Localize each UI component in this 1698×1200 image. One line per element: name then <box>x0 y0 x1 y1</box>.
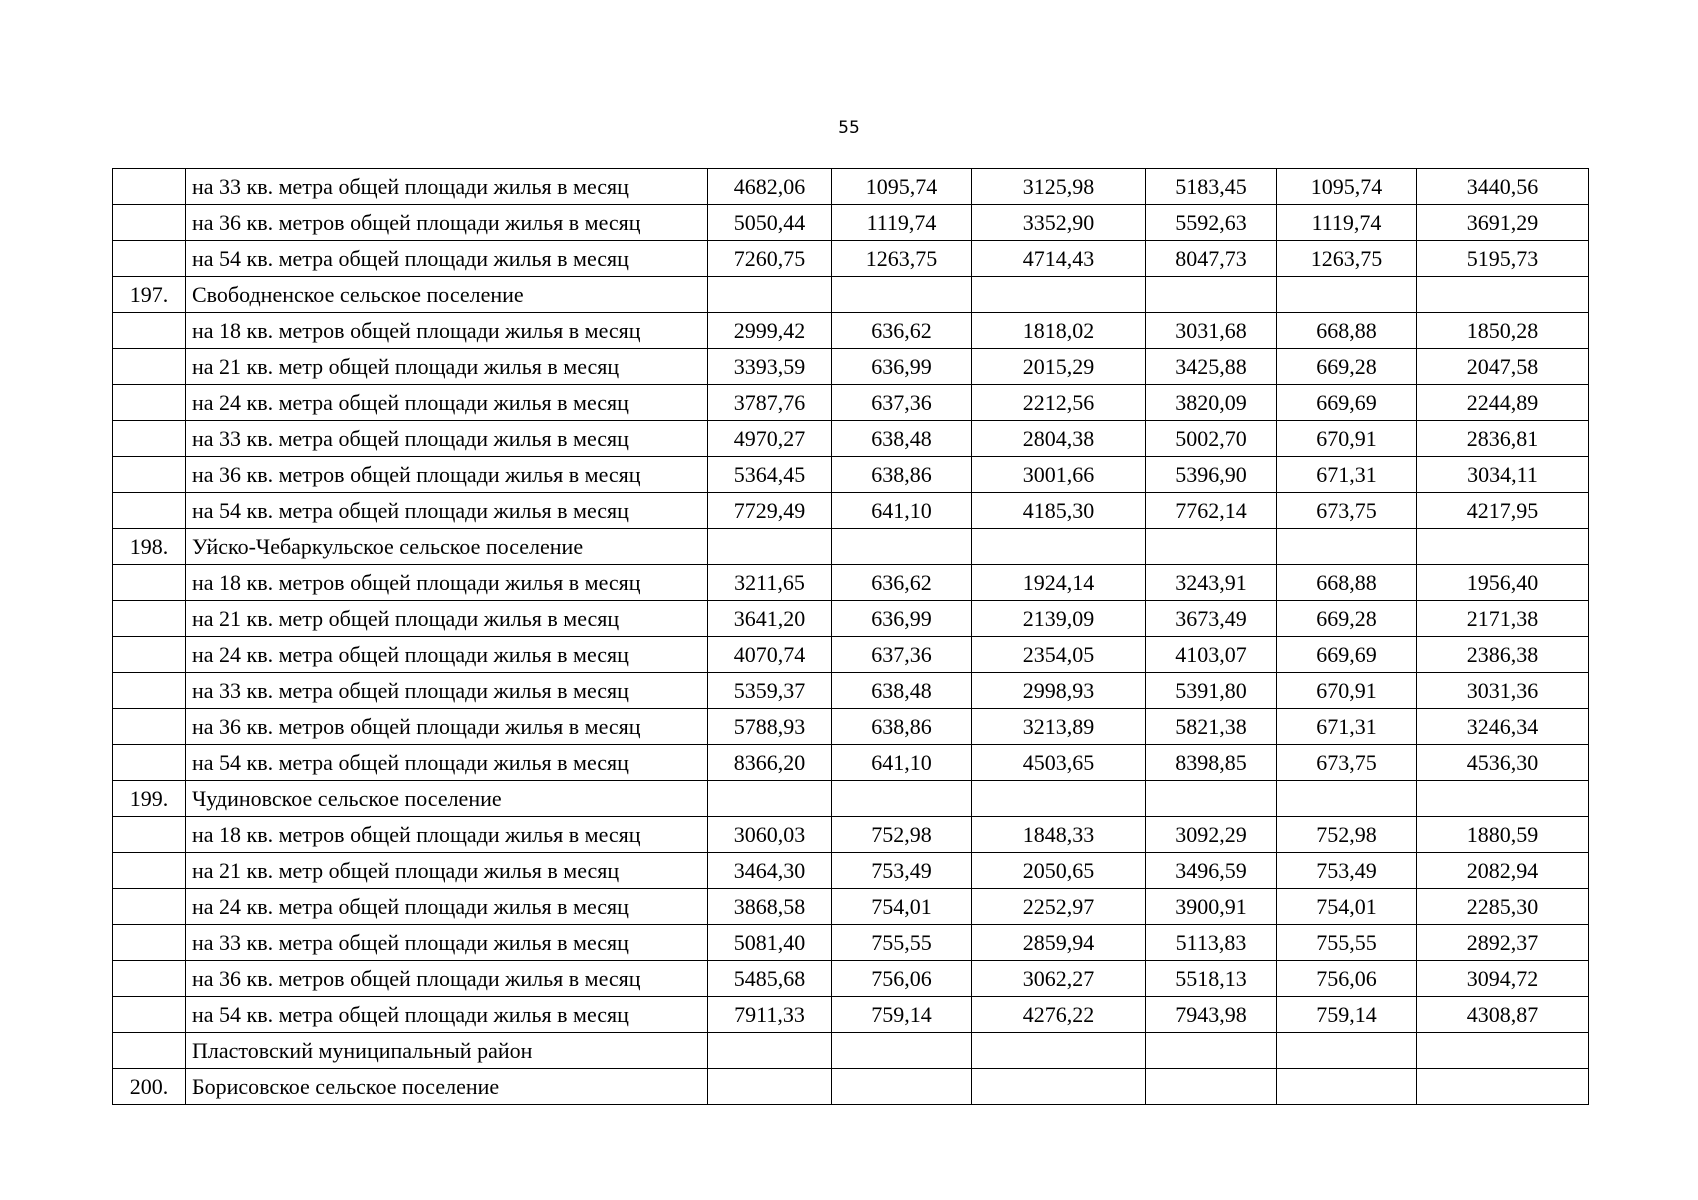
table-row <box>113 565 1589 601</box>
value-cell-col3: 1848,33 <box>972 817 1146 853</box>
row-number-cell <box>113 169 186 205</box>
value-cell-col5 <box>1277 1033 1417 1069</box>
value-cell-col3: 3125,98 <box>972 169 1146 205</box>
value-cell-col5: 752,98 <box>1277 817 1417 853</box>
row-description-cell: Борисовское сельское поселение <box>186 1069 708 1105</box>
row-description-cell: на 36 кв. метров общей площади жилья в месяц <box>186 961 708 997</box>
value-cell-col6: 2892,37 <box>1417 925 1589 961</box>
value-cell-col3: 1924,14 <box>972 565 1146 601</box>
row-number-cell <box>113 565 186 601</box>
value-cell-col4: 5002,70 <box>1146 421 1277 457</box>
row-number-cell <box>113 1033 186 1069</box>
table-row <box>113 997 1589 1033</box>
value-cell-col3: 2804,38 <box>972 421 1146 457</box>
row-description-cell: на 54 кв. метра общей площади жилья в месяц <box>186 997 708 1033</box>
row-description-cell: на 18 кв. метров общей площади жилья в месяц <box>186 565 708 601</box>
value-cell-col6: 1850,28 <box>1417 313 1589 349</box>
value-cell-col5: 668,88 <box>1277 313 1417 349</box>
table-row <box>113 781 1589 817</box>
value-cell-col2: 636,62 <box>832 313 972 349</box>
value-cell-col1: 3393,59 <box>708 349 832 385</box>
value-cell-col6: 3691,29 <box>1417 205 1589 241</box>
value-cell-col5: 669,28 <box>1277 349 1417 385</box>
value-cell-col5: 673,75 <box>1277 745 1417 781</box>
value-cell-col4: 3243,91 <box>1146 565 1277 601</box>
value-cell-col3: 2015,29 <box>972 349 1146 385</box>
value-cell-col4: 3425,88 <box>1146 349 1277 385</box>
row-number-cell <box>113 853 186 889</box>
page-number: 55 <box>838 118 860 138</box>
value-cell-col2: 636,99 <box>832 601 972 637</box>
table-row <box>113 853 1589 889</box>
value-cell-col5 <box>1277 781 1417 817</box>
value-cell-col4: 3820,09 <box>1146 385 1277 421</box>
tariff-table <box>112 168 1589 1105</box>
value-cell-col1: 4970,27 <box>708 421 832 457</box>
row-description-cell: на 54 кв. метра общей площади жилья в месяц <box>186 745 708 781</box>
row-description-cell: Свободненское сельское поселение <box>186 277 708 313</box>
table-row <box>113 529 1589 565</box>
row-description-cell: на 54 кв. метра общей площади жилья в месяц <box>186 493 708 529</box>
value-cell-col3 <box>972 1069 1146 1105</box>
table-row <box>113 637 1589 673</box>
value-cell-col4: 7762,14 <box>1146 493 1277 529</box>
value-cell-col6 <box>1417 1069 1589 1105</box>
value-cell-col4 <box>1146 781 1277 817</box>
row-description-cell: на 33 кв. метра общей площади жилья в месяц <box>186 673 708 709</box>
value-cell-col1: 7911,33 <box>708 997 832 1033</box>
value-cell-col1: 4682,06 <box>708 169 832 205</box>
value-cell-col6 <box>1417 277 1589 313</box>
value-cell-col4 <box>1146 1069 1277 1105</box>
table-row <box>113 1033 1589 1069</box>
value-cell-col5 <box>1277 1069 1417 1105</box>
value-cell-col2: 1095,74 <box>832 169 972 205</box>
value-cell-col6: 2047,58 <box>1417 349 1589 385</box>
value-cell-col2 <box>832 277 972 313</box>
row-number-cell <box>113 493 186 529</box>
value-cell-col3: 4185,30 <box>972 493 1146 529</box>
value-cell-col6: 5195,73 <box>1417 241 1589 277</box>
row-number-cell <box>113 637 186 673</box>
row-description-cell: Пластовский муниципальный район <box>186 1033 708 1069</box>
row-description-cell: на 33 кв. метра общей площади жилья в месяц <box>186 421 708 457</box>
row-number-cell: 197. <box>113 277 186 313</box>
value-cell-col2: 636,99 <box>832 349 972 385</box>
value-cell-col4 <box>1146 529 1277 565</box>
value-cell-col3: 3352,90 <box>972 205 1146 241</box>
value-cell-col4: 8398,85 <box>1146 745 1277 781</box>
row-number-cell <box>113 457 186 493</box>
table-row <box>113 601 1589 637</box>
value-cell-col6: 2836,81 <box>1417 421 1589 457</box>
row-description-cell: на 36 кв. метров общей площади жилья в месяц <box>186 457 708 493</box>
value-cell-col1: 3060,03 <box>708 817 832 853</box>
value-cell-col4 <box>1146 277 1277 313</box>
value-cell-col2: 754,01 <box>832 889 972 925</box>
value-cell-col6: 3034,11 <box>1417 457 1589 493</box>
value-cell-col6: 3246,34 <box>1417 709 1589 745</box>
row-number-cell <box>113 421 186 457</box>
value-cell-col6: 3094,72 <box>1417 961 1589 997</box>
value-cell-col4: 8047,73 <box>1146 241 1277 277</box>
value-cell-col2: 1263,75 <box>832 241 972 277</box>
row-description-cell: на 21 кв. метр общей площади жилья в месяц <box>186 853 708 889</box>
value-cell-col6: 2285,30 <box>1417 889 1589 925</box>
value-cell-col1: 5788,93 <box>708 709 832 745</box>
row-description-cell: на 18 кв. метров общей площади жилья в месяц <box>186 817 708 853</box>
row-description-cell: Уйско-Чебаркульское сельское поселение <box>186 529 708 565</box>
row-number-cell <box>113 313 186 349</box>
table-row <box>113 277 1589 313</box>
value-cell-col4: 5391,80 <box>1146 673 1277 709</box>
value-cell-col2: 756,06 <box>832 961 972 997</box>
value-cell-col3: 3001,66 <box>972 457 1146 493</box>
value-cell-col6: 2171,38 <box>1417 601 1589 637</box>
value-cell-col2 <box>832 1069 972 1105</box>
row-description-cell: на 36 кв. метров общей площади жилья в месяц <box>186 205 708 241</box>
row-description-cell: на 24 кв. метра общей площади жилья в месяц <box>186 637 708 673</box>
value-cell-col5: 670,91 <box>1277 421 1417 457</box>
row-description-cell: на 24 кв. метра общей площади жилья в месяц <box>186 385 708 421</box>
value-cell-col5: 669,69 <box>1277 385 1417 421</box>
value-cell-col3 <box>972 781 1146 817</box>
value-cell-col1: 3868,58 <box>708 889 832 925</box>
value-cell-col4: 7943,98 <box>1146 997 1277 1033</box>
value-cell-col1 <box>708 781 832 817</box>
value-cell-col4: 5396,90 <box>1146 457 1277 493</box>
table-row <box>113 493 1589 529</box>
table-row <box>113 205 1589 241</box>
row-number-cell <box>113 205 186 241</box>
row-number-cell <box>113 745 186 781</box>
value-cell-col2: 752,98 <box>832 817 972 853</box>
value-cell-col3: 4714,43 <box>972 241 1146 277</box>
value-cell-col4: 5821,38 <box>1146 709 1277 745</box>
table-row <box>113 385 1589 421</box>
row-number-cell <box>113 817 186 853</box>
value-cell-col1: 7260,75 <box>708 241 832 277</box>
row-description-cell: на 21 кв. метр общей площади жилья в месяц <box>186 601 708 637</box>
value-cell-col6: 4308,87 <box>1417 997 1589 1033</box>
value-cell-col4: 3900,91 <box>1146 889 1277 925</box>
value-cell-col3: 2252,97 <box>972 889 1146 925</box>
value-cell-col2: 755,55 <box>832 925 972 961</box>
value-cell-col1: 4070,74 <box>708 637 832 673</box>
table-row <box>113 1069 1589 1105</box>
table-row <box>113 421 1589 457</box>
value-cell-col6: 3440,56 <box>1417 169 1589 205</box>
row-description-cell: Чудиновское сельское поселение <box>186 781 708 817</box>
row-number-cell <box>113 961 186 997</box>
value-cell-col1: 5050,44 <box>708 205 832 241</box>
table-row <box>113 673 1589 709</box>
value-cell-col3: 2050,65 <box>972 853 1146 889</box>
value-cell-col5: 669,69 <box>1277 637 1417 673</box>
value-cell-col3 <box>972 529 1146 565</box>
value-cell-col2: 637,36 <box>832 637 972 673</box>
value-cell-col3: 3213,89 <box>972 709 1146 745</box>
value-cell-col4: 3673,49 <box>1146 601 1277 637</box>
value-cell-col2: 759,14 <box>832 997 972 1033</box>
value-cell-col1: 5081,40 <box>708 925 832 961</box>
value-cell-col5 <box>1277 277 1417 313</box>
value-cell-col5: 1263,75 <box>1277 241 1417 277</box>
value-cell-col4: 3031,68 <box>1146 313 1277 349</box>
value-cell-col6: 2244,89 <box>1417 385 1589 421</box>
row-number-cell <box>113 925 186 961</box>
table-body <box>113 169 1589 1105</box>
value-cell-col5: 671,31 <box>1277 457 1417 493</box>
table-row <box>113 961 1589 997</box>
table-row <box>113 349 1589 385</box>
value-cell-col2: 753,49 <box>832 853 972 889</box>
row-number-cell <box>113 673 186 709</box>
value-cell-col2: 641,10 <box>832 493 972 529</box>
value-cell-col3: 2859,94 <box>972 925 1146 961</box>
row-description-cell: на 18 кв. метров общей площади жилья в месяц <box>186 313 708 349</box>
row-description-cell: на 54 кв. метра общей площади жилья в месяц <box>186 241 708 277</box>
value-cell-col1: 2999,42 <box>708 313 832 349</box>
table-row <box>113 241 1589 277</box>
value-cell-col5: 759,14 <box>1277 997 1417 1033</box>
row-number-cell <box>113 241 186 277</box>
value-cell-col1: 3211,65 <box>708 565 832 601</box>
value-cell-col3: 4503,65 <box>972 745 1146 781</box>
row-description-cell: на 21 кв. метр общей площади жилья в месяц <box>186 349 708 385</box>
value-cell-col6: 2386,38 <box>1417 637 1589 673</box>
value-cell-col2 <box>832 781 972 817</box>
value-cell-col5: 756,06 <box>1277 961 1417 997</box>
value-cell-col6: 4536,30 <box>1417 745 1589 781</box>
value-cell-col3: 2212,56 <box>972 385 1146 421</box>
value-cell-col3 <box>972 277 1146 313</box>
value-cell-col6 <box>1417 781 1589 817</box>
table-row <box>113 169 1589 205</box>
row-number-cell <box>113 997 186 1033</box>
value-cell-col5: 670,91 <box>1277 673 1417 709</box>
value-cell-col4: 3496,59 <box>1146 853 1277 889</box>
value-cell-col5: 669,28 <box>1277 601 1417 637</box>
value-cell-col1 <box>708 1069 832 1105</box>
value-cell-col2: 638,86 <box>832 457 972 493</box>
value-cell-col1: 8366,20 <box>708 745 832 781</box>
value-cell-col5: 753,49 <box>1277 853 1417 889</box>
row-number-cell: 199. <box>113 781 186 817</box>
value-cell-col5: 1095,74 <box>1277 169 1417 205</box>
value-cell-col1: 3641,20 <box>708 601 832 637</box>
row-number-cell <box>113 349 186 385</box>
value-cell-col1: 7729,49 <box>708 493 832 529</box>
table-row <box>113 313 1589 349</box>
row-description-cell: на 24 кв. метра общей площади жилья в месяц <box>186 889 708 925</box>
value-cell-col1 <box>708 1033 832 1069</box>
value-cell-col4: 3092,29 <box>1146 817 1277 853</box>
row-number-cell <box>113 601 186 637</box>
row-number-cell <box>113 709 186 745</box>
value-cell-col4: 5113,83 <box>1146 925 1277 961</box>
value-cell-col2: 638,86 <box>832 709 972 745</box>
value-cell-col2: 637,36 <box>832 385 972 421</box>
table-row <box>113 457 1589 493</box>
row-number-cell <box>113 385 186 421</box>
row-number-cell: 200. <box>113 1069 186 1105</box>
value-cell-col6: 2082,94 <box>1417 853 1589 889</box>
value-cell-col2: 1119,74 <box>832 205 972 241</box>
value-cell-col1: 3787,76 <box>708 385 832 421</box>
table-row <box>113 817 1589 853</box>
value-cell-col5: 1119,74 <box>1277 205 1417 241</box>
table-row <box>113 889 1589 925</box>
value-cell-col6: 4217,95 <box>1417 493 1589 529</box>
value-cell-col3: 1818,02 <box>972 313 1146 349</box>
value-cell-col5: 755,55 <box>1277 925 1417 961</box>
value-cell-col4: 5518,13 <box>1146 961 1277 997</box>
value-cell-col3: 2354,05 <box>972 637 1146 673</box>
value-cell-col5: 671,31 <box>1277 709 1417 745</box>
table-row <box>113 925 1589 961</box>
value-cell-col2: 638,48 <box>832 421 972 457</box>
value-cell-col2 <box>832 529 972 565</box>
value-cell-col6 <box>1417 529 1589 565</box>
value-cell-col1: 5364,45 <box>708 457 832 493</box>
value-cell-col4: 5183,45 <box>1146 169 1277 205</box>
value-cell-col6: 3031,36 <box>1417 673 1589 709</box>
value-cell-col5: 668,88 <box>1277 565 1417 601</box>
value-cell-col1: 3464,30 <box>708 853 832 889</box>
value-cell-col1 <box>708 529 832 565</box>
value-cell-col1 <box>708 277 832 313</box>
value-cell-col5 <box>1277 529 1417 565</box>
value-cell-col2 <box>832 1033 972 1069</box>
value-cell-col6: 1956,40 <box>1417 565 1589 601</box>
value-cell-col4 <box>1146 1033 1277 1069</box>
value-cell-col5: 754,01 <box>1277 889 1417 925</box>
value-cell-col2: 638,48 <box>832 673 972 709</box>
value-cell-col2: 641,10 <box>832 745 972 781</box>
table-row <box>113 709 1589 745</box>
table-row <box>113 745 1589 781</box>
value-cell-col3: 2998,93 <box>972 673 1146 709</box>
value-cell-col3 <box>972 1033 1146 1069</box>
value-cell-col2: 636,62 <box>832 565 972 601</box>
value-cell-col6 <box>1417 1033 1589 1069</box>
value-cell-col5: 673,75 <box>1277 493 1417 529</box>
value-cell-col3: 3062,27 <box>972 961 1146 997</box>
row-description-cell: на 33 кв. метра общей площади жилья в месяц <box>186 169 708 205</box>
row-number-cell <box>113 889 186 925</box>
row-description-cell: на 36 кв. метров общей площади жилья в месяц <box>186 709 708 745</box>
row-number-cell: 198. <box>113 529 186 565</box>
value-cell-col1: 5485,68 <box>708 961 832 997</box>
value-cell-col1: 5359,37 <box>708 673 832 709</box>
value-cell-col6: 1880,59 <box>1417 817 1589 853</box>
value-cell-col3: 4276,22 <box>972 997 1146 1033</box>
value-cell-col4: 5592,63 <box>1146 205 1277 241</box>
value-cell-col4: 4103,07 <box>1146 637 1277 673</box>
value-cell-col3: 2139,09 <box>972 601 1146 637</box>
row-description-cell: на 33 кв. метра общей площади жилья в месяц <box>186 925 708 961</box>
